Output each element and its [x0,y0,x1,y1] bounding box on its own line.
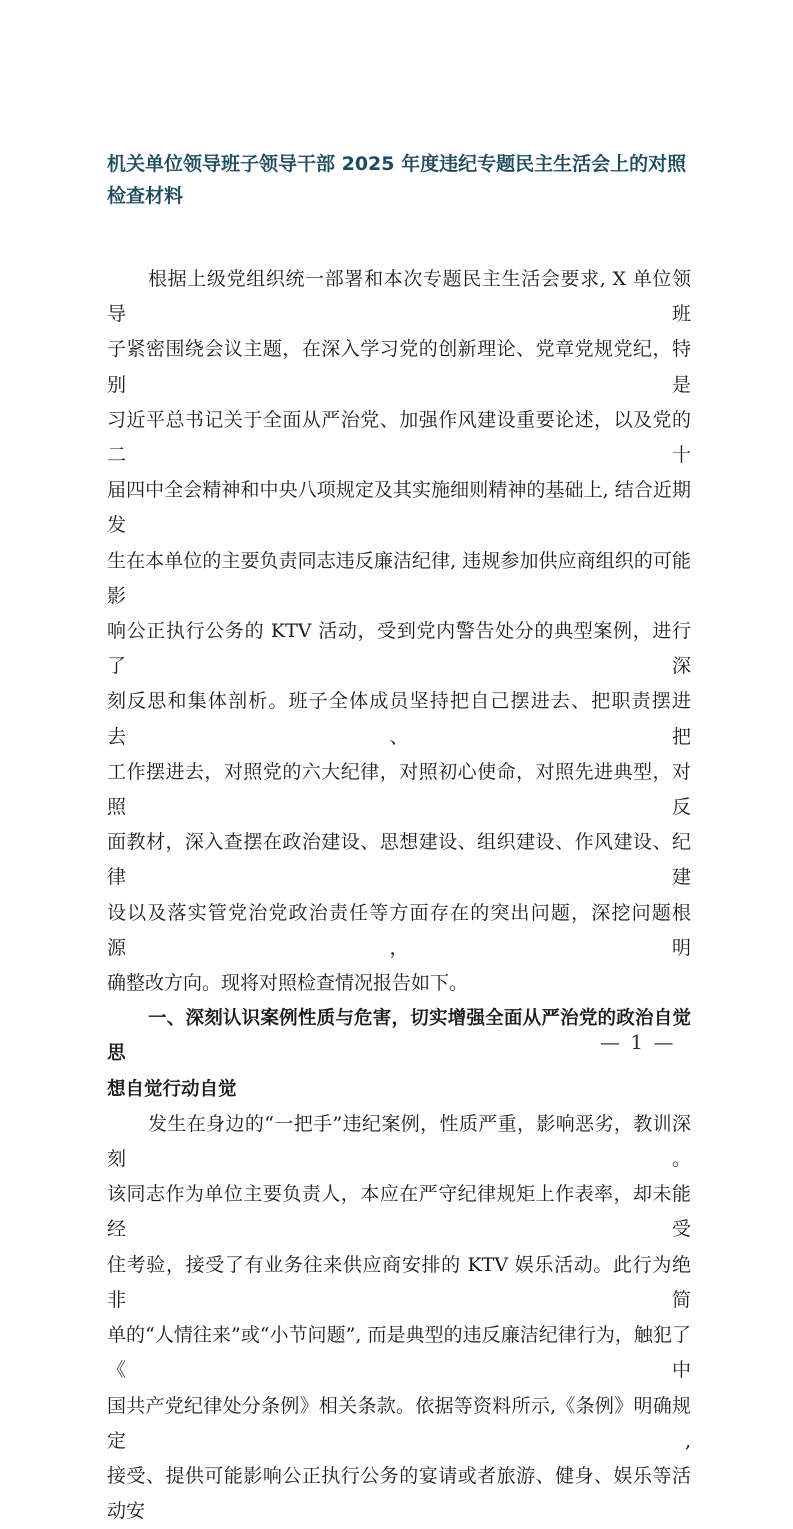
document-body [107,262,691,1529]
text-line: 响公正执行公务的 KTV 活动，受到党内警告处分的典型案例，进行了深 [107,620,691,678]
paragraph [107,262,691,1001]
text-line: 国共产党纪律处分条例》相关条款。依据等资料所示,《条例》明确规定, [107,1394,691,1452]
paragraph [107,1107,691,1529]
title-line-1: 机关单位领导班子领导干部 2025 年度违纪专题民主生活会上的对照 [107,153,687,175]
text-line: 子紧密围绕会议主题，在深入学习党的创新理论、党章党规党纪，特别是 [107,338,691,396]
text-line: 刻反思和集体剖析。班子全体成员坚持把自己摆进去、把职责摆进去、把 [107,690,691,748]
text-line: 接受、提供可能影响公正执行公务的宴请或者旅游、健身、娱乐等活动安 [107,1464,691,1523]
document-title [107,148,693,212]
text-line: 工作摆进去，对照党的六大纪律，对照初心使命，对照先进典型，对照反 [107,760,691,819]
text-line: 想自觉行动自觉 [107,1078,237,1100]
text-line: 单的“人情往来”或“小节问题”, 而是典型的违反廉洁纪律行为，触犯了《中 [107,1324,691,1382]
text-line: 确整改方向。现将对照检查情况报告如下。 [107,972,469,995]
text-line: 该同志作为单位主要负责人，本应在严守纪律规矩上作表率，却未能经受 [107,1183,691,1241]
text-line: 住考验，接受了有业务往来供应商安排的 KTV 娱乐活动。此行为绝非简 [107,1253,691,1311]
text-line: 习近平总书记关于全面从严治党、加强作风建设重要论述，以及党的二十 [107,408,691,467]
text-line: 设以及落实管党治党政治责任等方面存在的突出问题，深挖问题根源，明 [107,901,691,959]
text-line: 发生在身边的“一把手”违纪案例，性质严重，影响恶劣，教训深刻。 [107,1112,691,1171]
text-line: 根据上级党组织统一部署和本次专题民主生活会要求, X 单位领导班 [107,268,691,326]
text-line: 面教材，深入查摆在政治建设、思想建设、组织建设、作风建设、纪律建 [107,831,691,889]
title-line-2: 检查材料 [107,185,184,207]
section-heading [107,1001,691,1107]
text-line: 一、深刻认识案例性质与危害，切实增强全面从严治党的政治自觉思 [107,1008,691,1065]
text-line: 生在本单位的主要负责同志违反廉洁纪律, 违规参加供应商组织的可能影 [107,549,691,607]
page-number: — 1 — [600,1030,676,1054]
text-line: 届四中全会精神和中央八项规定及其实施细则精神的基础上, 结合近期发 [107,479,691,537]
